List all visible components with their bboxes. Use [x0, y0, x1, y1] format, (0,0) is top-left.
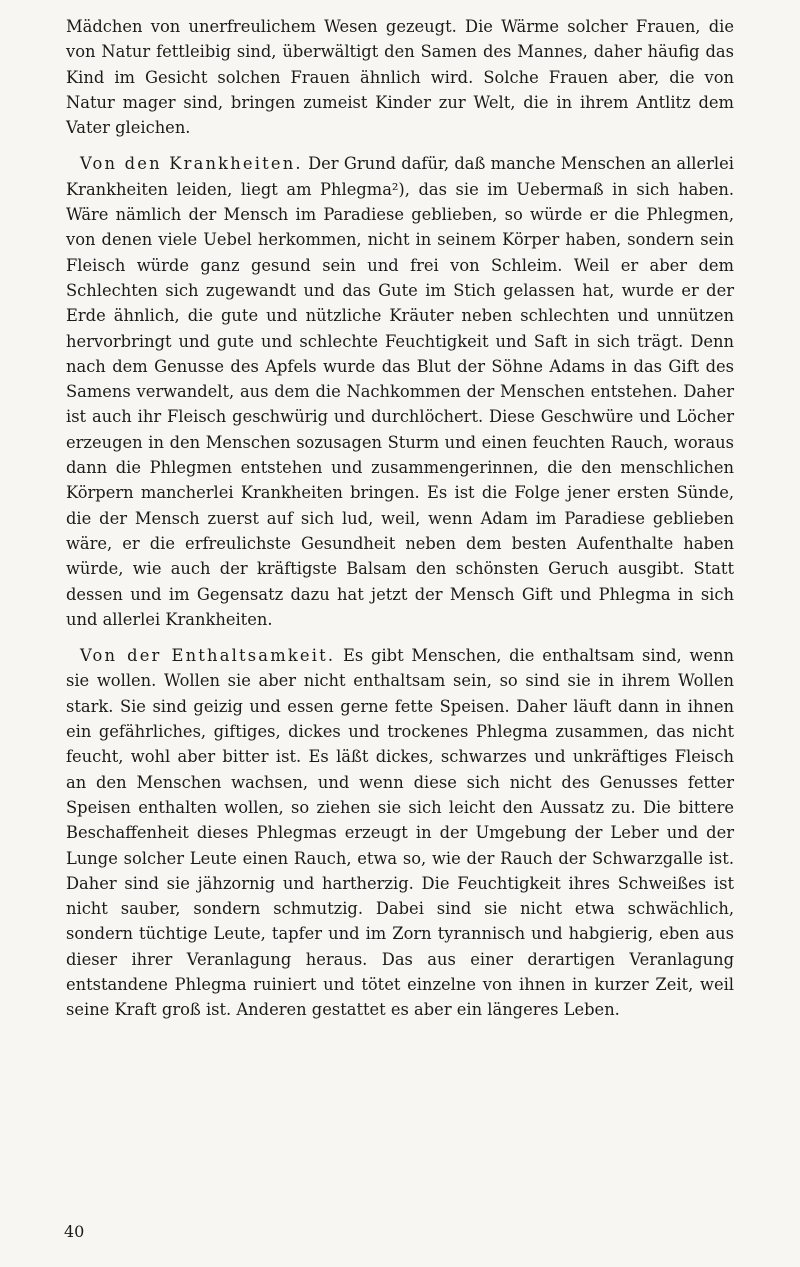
paragraph-text: Es gibt Menschen, die enthaltsam sind, wenn sie wollen. Wollen sie aber nicht enthaltsam sein, so sind sie in ihrem Wollen stark. Sie sind geizig und essen gerne fette Speisen. Daher läuft dann in ihnen ein gefährliches, giftiges, dickes und trockenes Phlegma zusammen, das nicht feucht, wohl aber bitter ist. Es läßt dickes, schwarzes und unkräftiges Fleisch an den Menschen wachsen, und wenn diese sich nicht des Genusses fetter Speisen enthalten wollen, so ziehen sie sich leicht den Aussatz zu. Die bittere Beschaffenheit dieses Phlegmas erzeugt in der Umgebung der Leber und der Lunge solcher Leute einen Rauch, etwa so, wie der Rauch der Schwarzgalle ist. Daher sind sie jähzornig und hartherzig. Die Feuchtigkeit ihres Schweißes ist nicht sauber, sondern schmutzig. Dabei sind sie nicht etwa schwächlich, sondern tüchtige Leute, tapfer und im Zorn tyrannisch und habgierig, eben aus dieser ihrer Veranlagung heraus. Das aus einer derartigen Veranlagung entstandene Phlegma ruiniert und tötet einzelne von ihnen in kurzer Zeit, weil seine Kraft groß ist. Anderen gestattet es aber ein längeres Leben.	[66, 646, 734, 1020]
section-heading: Von der Enthaltsamkeit.	[80, 646, 336, 666]
page-number: 40	[64, 1222, 85, 1241]
section-heading: Von den Krankheiten.	[80, 154, 303, 174]
page-body	[66, 14, 734, 1034]
paragraph-text: Mädchen von unerfreulichem Wesen gezeugt. Die Wärme solcher Frauen, die von Natur fettleibig sind, überwältigt den Samen des Mannes, daher häufig das Kind im Gesicht solchen Frauen ähnlich wird. Solche Frauen aber, die von Natur mager sind, bringen zumeist Kinder zur Welt, die in ihrem Antlitz dem Vater gleichen.	[66, 17, 734, 138]
paragraph-intro	[66, 14, 734, 140]
paragraph-krankheiten	[66, 151, 734, 632]
paragraph-enthaltsamkeit	[66, 643, 734, 1022]
paragraph-text: Der Grund dafür, daß manche Menschen an allerlei Krankheiten leiden, liegt am Phlegma²), das sie im Uebermaß in sich haben. Wäre nämlich der Mensch im Paradiese geblieben, so würde er die Phlegmen, von denen viele Uebel herkommen, nicht in seinem Körper haben, sondern sein Fleisch würde ganz gesund sein und frei von Schleim. Weil er aber dem Schlechten sich zugewandt und das Gute im Stich gelassen hat, wurde er der Erde ähnlich, die gute und nützliche Kräuter neben schlechten und unnützen hervorbringt und gute und schlechte Feuchtigkeit und Saft in sich trägt. Denn nach dem Genusse des Apfels wurde das Blut der Söhne Adams in das Gift des Samens verwandelt, aus dem die Nachkommen der Menschen entstehen. Daher ist auch ihr Fleisch geschwürig und durchlöchert. Diese Geschwüre und Löcher erzeugen in den Menschen sozusagen Sturm und einen feuchten Rauch, woraus dann die Phlegmen entstehen und zusammengerinnen, die den menschlichen Körpern mancherlei Krankheiten bringen. Es ist die Folge jener ersten Sünde, die der Mensch zuerst auf sich lud, weil, wenn Adam im Paradiese geblieben wäre, er die erfreulichste Gesundheit neben dem besten Aufenthalte haben würde, wie auch der kräftigste Balsam den schönsten Geruch ausgibt. Statt dessen und im Gegensatz dazu hat jetzt der Mensch Gift und Phlegma in sich und allerlei Krankheiten.	[66, 154, 734, 629]
